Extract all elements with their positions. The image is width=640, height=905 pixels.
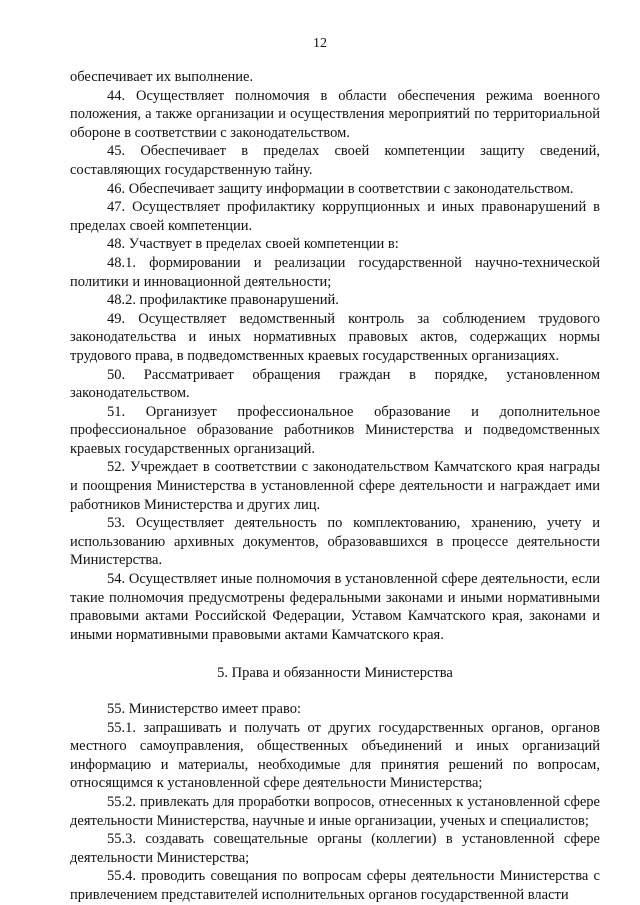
paragraph-47: 47. Осуществляет профилактику коррупционных и иных правонарушений в пределах своей компетенции.: [70, 199, 600, 234]
paragraph-55: 55. Министерство имеет право:: [107, 701, 302, 717]
page-number: 12: [313, 36, 327, 51]
paragraph-53: 53. Осуществляет деятельность по комплектованию, хранению, учету и использованию архивных документов, образовавшихся в процессе деятельности Министерства.: [70, 515, 600, 569]
paragraph-51: 51. Организует профессиональное образование и дополнительное профессиональное образование работников Министерства и подведомственных краевых государственных организаций.: [70, 403, 600, 457]
paragraph-55-1: 55.1. запрашивать и получать от других государственных органов, органов местного самоуправления, общественных объединений и иных организаций информацию и материалы, необходимые для принятия решений по вопросам, относящимся к установленной сфере деятельности Министерства;: [70, 719, 600, 792]
paragraph-continuation: обеспечивает их выполнение.: [70, 69, 254, 85]
paragraph-50: 50. Рассматривает обращения граждан в порядке, установленном законодательством.: [70, 366, 600, 402]
paragraph-55-4: 55.4. проводить совещания по вопросам сферы деятельности Министерства с привлечением представителей исполнительных органов государственной власти: [70, 868, 600, 903]
paragraph-52: 52. Учреждает в соответствии с законодательством Камчатского края награды и поощрения Министерства в установленной сфере деятельности и награждает ими работников Министерства и других лиц.: [70, 459, 600, 513]
paragraph-48: 48. Участвует в пределах своей компетенции в:: [107, 236, 399, 253]
paragraph-45: 45. Обеспечивает в пределах своей компетенции защиту сведений, составляющих государственную тайну.: [70, 143, 600, 178]
paragraph-48-1: 48.1. формировании и реализации государственной научно-технической политики и инновационной деятельности;: [70, 254, 600, 290]
paragraph-48-2: 48.2. профилактике правонарушений.: [107, 292, 339, 309]
paragraph-55-2: 55.2. привлекать для проработки вопросов, отнесенных к установленной сфере деятельности Министерства, научные и иные организации, ученых и специалистов;: [70, 793, 600, 829]
paragraph-55-3: 55.3. создавать совещательные органы (коллегии) в установленной сфере деятельности Министерства;: [70, 831, 600, 866]
paragraph-54: 54. Осуществляет иные полномочия в установленной сфере деятельности, если такие полномочия предусмотрены федеральными законами и иными нормативными правовыми актами Российской Федерации, Уставом Камчатского края, законами и иными нормативными правовыми актами Камчатского края.: [70, 571, 600, 643]
paragraph-46: 46. Обеспечивает защиту информации в соответствии с законодательством.: [107, 180, 574, 197]
document-body: [70, 68, 600, 905]
section-heading: 5. Права и обязанности Министерства: [217, 665, 453, 682]
paragraph-49: 49. Осуществляет ведомственный контроль за соблюдением трудового законодательства и иных нормативных правовых актов, содержащих нормы трудового права, в подведомственных краевых государственных организациях.: [70, 310, 600, 364]
paragraph-44: 44. Осуществляет полномочия в области обеспечения режима военного положения, а также организации и осуществления мероприятий по территориальной обороне в соответствии с законодательством.: [70, 87, 600, 141]
